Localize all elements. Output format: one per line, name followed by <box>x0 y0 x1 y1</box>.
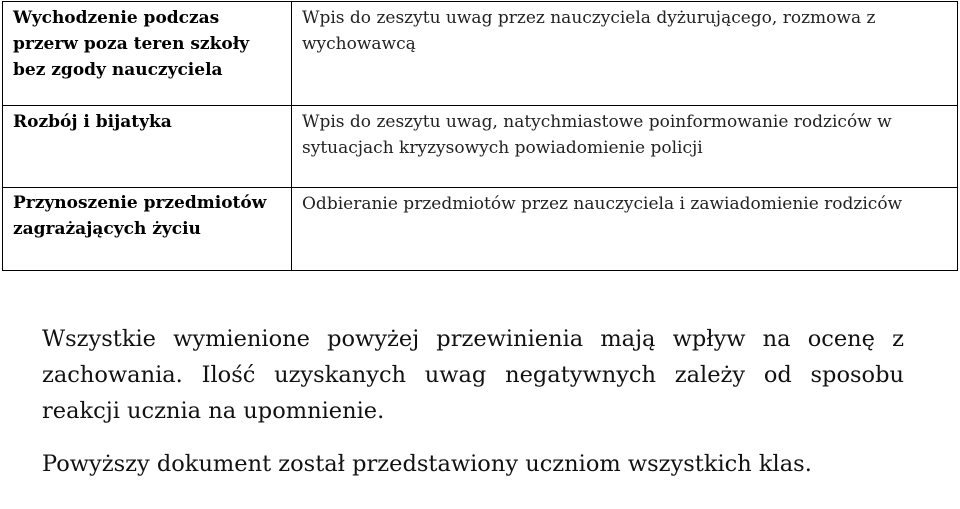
grade-impact-paragraph: Wszystkie wymienione powyżej przewinienia mają wpływ na ocenę z zachowania. Ilość uzyskanych uwag negatywnych zależy od sposobu reakcji ucznia na upomnienie. <box>42 326 904 424</box>
table-row <box>3 188 958 271</box>
table-row <box>3 106 958 188</box>
action-cell: Odbieranie przedmiotów przez nauczyciela i zawiadomienie rodziców <box>292 188 958 271</box>
action-cell: Wpis do zeszytu uwag przez nauczyciela dyżurującego, rozmowa z wychowawcą <box>292 2 958 106</box>
offense-cell: Wychodzenie podczas przerw poza teren szkoły bez zgody nauczyciela <box>3 2 292 106</box>
rules-table <box>2 1 958 271</box>
offense-cell: Przynoszenie przedmiotów zagrażających życiu <box>3 188 292 271</box>
table-row <box>3 2 958 106</box>
presentation-paragraph: Powyższy dokument został przedstawiony uczniom wszystkich klas. <box>42 451 812 477</box>
action-cell: Wpis do zeszytu uwag, natychmiastowe poinformowanie rodziców w sytuacjach kryzysowych powiadomienie policji <box>292 106 958 188</box>
offense-cell: Rozbój i bijatyka <box>3 106 292 188</box>
